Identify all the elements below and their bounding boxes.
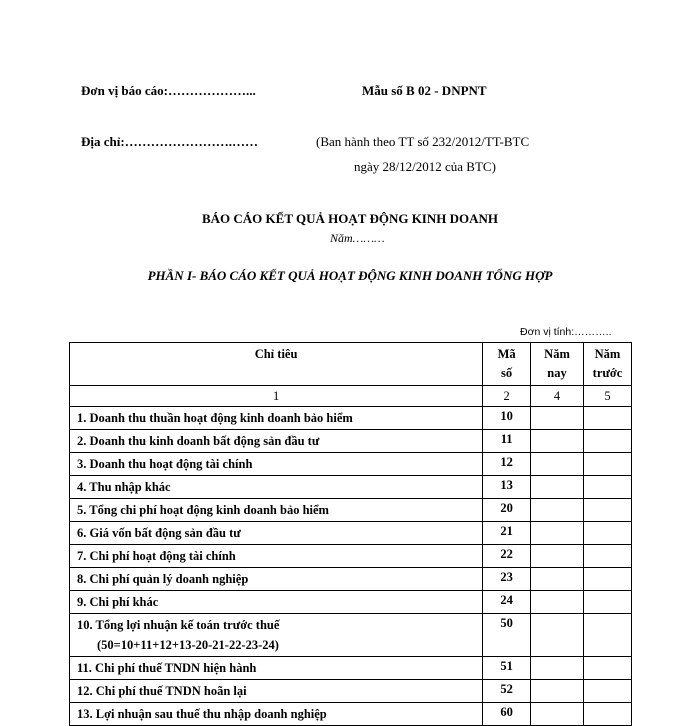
cell-prev-year: [584, 657, 632, 680]
currency-unit: Đơn vị tính:………..: [520, 326, 612, 338]
table-row: [70, 614, 632, 657]
row-code: 21: [483, 522, 531, 545]
cell-this-year: [531, 591, 584, 614]
table-row: [70, 591, 632, 614]
row-label: 11. Chi phí thuế TNDN hiện hành: [70, 657, 483, 680]
row-label: 1. Doanh thu thuần hoạt động kinh doanh bảo hiểm: [70, 407, 483, 430]
row-label-multiline: [70, 614, 483, 657]
report-year: Năm………: [330, 231, 385, 245]
table-row: [70, 453, 632, 476]
table-row: [70, 407, 632, 430]
row-label: 5. Tổng chi phí hoạt động kinh doanh bảo hiểm: [70, 499, 483, 522]
header-prev-year-line1: Năm: [594, 347, 621, 361]
table-row: [70, 522, 632, 545]
header-code-line2: số: [501, 366, 513, 380]
report-table: [69, 342, 632, 726]
cell-this-year: [531, 476, 584, 499]
cell-prev-year: [584, 703, 632, 726]
row-code: 11: [483, 430, 531, 453]
row-code: 12: [483, 453, 531, 476]
cell-prev-year: [584, 476, 632, 499]
header-this-year-line2: nay: [547, 366, 567, 380]
issued-circular: (Ban hành theo TT số 232/2012/TT-BTC: [316, 134, 530, 149]
col-number: 4: [531, 386, 584, 407]
row-label: 12. Chi phí thuế TNDN hoãn lại: [70, 680, 483, 703]
cell-this-year: [531, 407, 584, 430]
table-row: [70, 476, 632, 499]
row-code: 50: [483, 614, 531, 657]
header-prev-year: [584, 343, 632, 386]
table-row: [70, 568, 632, 591]
header-row: [70, 343, 632, 386]
report-title: BÁO CÁO KẾT QUẢ HOẠT ĐỘNG KINH DOANH: [201, 211, 499, 226]
cell-prev-year: [584, 614, 632, 657]
row-code: 20: [483, 499, 531, 522]
row-label: 4. Thu nhập khác: [70, 476, 483, 499]
row-label: 6. Giá vốn bất động sản đầu tư: [70, 522, 483, 545]
row-code: 52: [483, 680, 531, 703]
row-label: 7. Chi phí hoạt động tài chính: [70, 545, 483, 568]
row-code: 51: [483, 657, 531, 680]
cell-this-year: [531, 453, 584, 476]
cell-this-year: [531, 499, 584, 522]
row-code: 23: [483, 568, 531, 591]
table-row: [70, 545, 632, 568]
row-code: 10: [483, 407, 531, 430]
part-title: PHẦN I- BÁO CÁO KẾT QUẢ HOẠT ĐỘNG KINH DOANH TỔNG HỢP: [147, 268, 553, 283]
column-number-row: [70, 386, 632, 407]
cell-prev-year: [584, 499, 632, 522]
header-prev-year-line2: trước: [592, 366, 623, 380]
cell-prev-year: [584, 407, 632, 430]
row-code: 22: [483, 545, 531, 568]
row-label: 2. Doanh thu kinh doanh bất động sản đầu tư: [70, 430, 483, 453]
table-row: [70, 680, 632, 703]
header-code: [483, 343, 531, 386]
cell-prev-year: [584, 453, 632, 476]
cell-prev-year: [584, 430, 632, 453]
cell-this-year: [531, 568, 584, 591]
table-row: [70, 430, 632, 453]
table-row: [70, 499, 632, 522]
address-label: Địa chỉ:…………………….……: [81, 134, 258, 149]
reporting-unit-label: Đơn vị báo cáo:………………...: [81, 83, 256, 98]
cell-this-year: [531, 614, 584, 657]
row-label: 9. Chi phí khác: [70, 591, 483, 614]
table-row: [70, 703, 632, 726]
cell-prev-year: [584, 522, 632, 545]
col-number: 5: [584, 386, 632, 407]
row-label: 10. Tổng lợi nhuận kế toán trước thuế: [77, 618, 280, 632]
row-label: 13. Lợi nhuận sau thuế thu nhập doanh nghiệp: [70, 703, 483, 726]
col-number: 2: [483, 386, 531, 407]
header-code-line1: Mã: [497, 347, 516, 361]
header-indicator: Chỉ tiêu: [70, 343, 483, 386]
cell-prev-year: [584, 545, 632, 568]
row-code: 24: [483, 591, 531, 614]
cell-this-year: [531, 680, 584, 703]
row-code: 13: [483, 476, 531, 499]
col-number: 1: [70, 386, 483, 407]
cell-this-year: [531, 657, 584, 680]
form-number: Mẫu số B 02 - DNPNT: [362, 83, 487, 98]
cell-prev-year: [584, 680, 632, 703]
cell-this-year: [531, 545, 584, 568]
header-this-year: [531, 343, 584, 386]
cell-prev-year: [584, 591, 632, 614]
cell-prev-year: [584, 568, 632, 591]
header-this-year-line1: Năm: [544, 347, 570, 361]
row-label: 3. Doanh thu hoạt động tài chính: [70, 453, 483, 476]
issued-date: ngày 28/12/2012 của BTC): [354, 159, 496, 174]
row-formula: (50=10+11+12+13-20-21-22-23-24): [97, 638, 279, 652]
table-row: [70, 657, 632, 680]
cell-this-year: [531, 522, 584, 545]
cell-this-year: [531, 703, 584, 726]
cell-this-year: [531, 430, 584, 453]
row-code: 60: [483, 703, 531, 726]
row-label: 8. Chi phí quản lý doanh nghiệp: [70, 568, 483, 591]
